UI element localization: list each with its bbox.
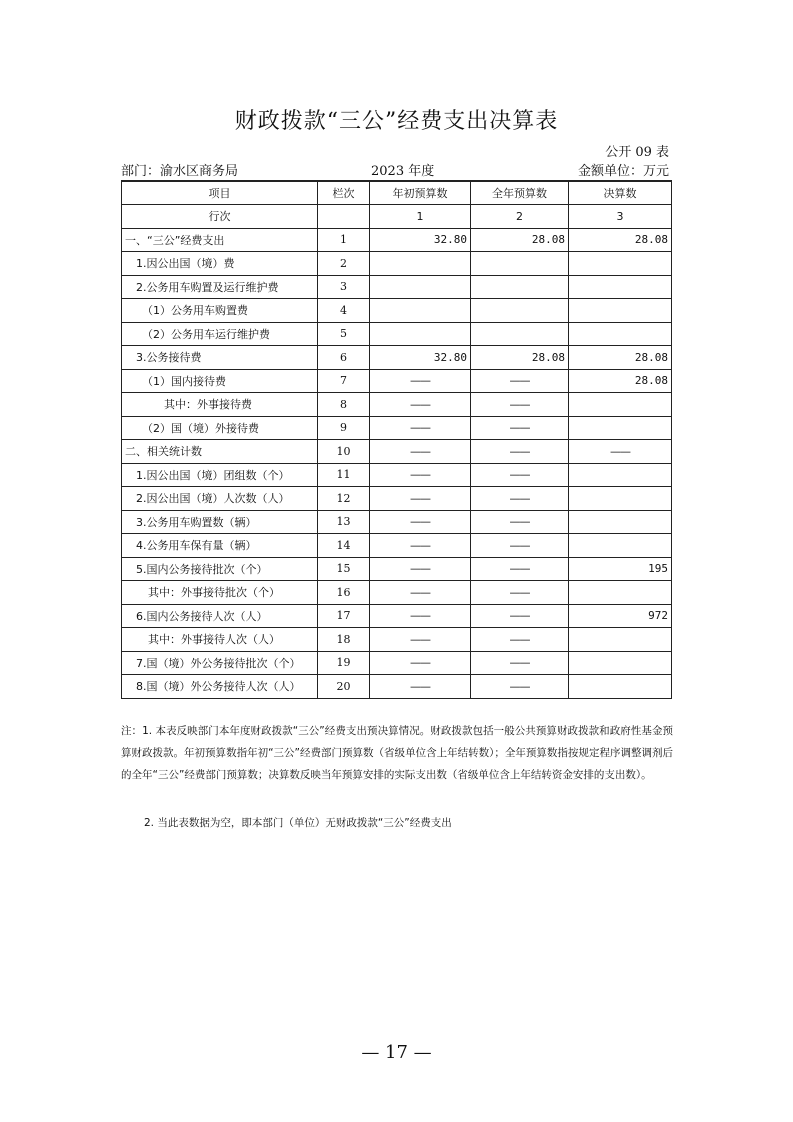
row-seq: 12 [318, 487, 370, 511]
row-initial-budget: —— [370, 581, 471, 605]
row-item-label: 5.国内公务接待批次（个） [122, 557, 318, 581]
row-final-account: 28.08 [569, 228, 672, 252]
row-seq: 19 [318, 651, 370, 675]
row-item-label: 2.因公出国（境）人次数（人） [122, 487, 318, 511]
row-item-label: 其中：外事接待批次（个） [122, 581, 318, 605]
row-initial-budget: —— [370, 440, 471, 464]
row-seq: 4 [318, 299, 370, 323]
row-initial-budget: 32.80 [370, 346, 471, 370]
row-annual-budget: —— [471, 487, 569, 511]
row-seq: 14 [318, 534, 370, 558]
form-number: 公开 09 表 [605, 145, 669, 160]
row-item-label: 2.公务用车购置及运行维护费 [122, 275, 318, 299]
row-final-account [569, 510, 672, 534]
row-final-account [569, 487, 672, 511]
row-item-label: 一、“三公”经费支出 [122, 228, 318, 252]
table-row [122, 557, 672, 581]
table-row [122, 228, 672, 252]
row-initial-budget [370, 252, 471, 276]
index-col-3: 3 [569, 205, 672, 229]
table-row [122, 393, 672, 417]
row-annual-budget [471, 299, 569, 323]
row-seq: 8 [318, 393, 370, 417]
row-seq: 18 [318, 628, 370, 652]
row-item-label: （2）公务用车运行维护费 [122, 322, 318, 346]
row-initial-budget: —— [370, 393, 471, 417]
row-seq: 9 [318, 416, 370, 440]
row-annual-budget: —— [471, 393, 569, 417]
row-annual-budget: —— [471, 463, 569, 487]
row-final-account [569, 322, 672, 346]
row-initial-budget: —— [370, 628, 471, 652]
row-final-account [569, 581, 672, 605]
row-annual-budget [471, 322, 569, 346]
table-row [122, 346, 672, 370]
row-final-account [569, 252, 672, 276]
row-final-account: 28.08 [569, 346, 672, 370]
row-initial-budget: —— [370, 651, 471, 675]
row-final-account: 28.08 [569, 369, 672, 393]
row-seq: 11 [318, 463, 370, 487]
table-row [122, 463, 672, 487]
row-item-label: 3.公务接待费 [122, 346, 318, 370]
table-row [122, 581, 672, 605]
header-row [122, 181, 672, 205]
row-final-account [569, 463, 672, 487]
table-row [122, 651, 672, 675]
row-annual-budget: —— [471, 440, 569, 464]
expense-table [121, 180, 672, 699]
row-item-label: （2）国（境）外接待费 [122, 416, 318, 440]
row-initial-budget: —— [370, 510, 471, 534]
row-seq: 10 [318, 440, 370, 464]
row-seq: 7 [318, 369, 370, 393]
row-annual-budget: —— [471, 416, 569, 440]
table-row [122, 299, 672, 323]
row-annual-budget: —— [471, 651, 569, 675]
row-initial-budget: —— [370, 369, 471, 393]
row-annual-budget: —— [471, 369, 569, 393]
row-seq: 15 [318, 557, 370, 581]
index-row [122, 205, 672, 229]
department-label: 部门：渝水区商务局 [121, 164, 239, 179]
header-final-account: 决算数 [569, 181, 672, 205]
table-row [122, 322, 672, 346]
row-seq: 5 [318, 322, 370, 346]
row-final-account: 972 [569, 604, 672, 628]
row-seq: 16 [318, 581, 370, 605]
row-final-account [569, 675, 672, 699]
row-final-account: —— [569, 440, 672, 464]
table-note-2: 2. 当此表数据为空，即本部门（单位）无财政拨款“三公”经费支出 [144, 817, 452, 829]
fiscal-year: 2023 年度 [371, 164, 435, 179]
index-col-1: 1 [370, 205, 471, 229]
row-final-account [569, 393, 672, 417]
row-annual-budget: —— [471, 534, 569, 558]
row-annual-budget: —— [471, 581, 569, 605]
row-item-label: （1）国内接待费 [122, 369, 318, 393]
row-final-account [569, 651, 672, 675]
row-item-label: 其中：外事接待人次（人） [122, 628, 318, 652]
row-seq: 6 [318, 346, 370, 370]
row-initial-budget: 32.80 [370, 228, 471, 252]
row-final-account [569, 416, 672, 440]
row-initial-budget [370, 322, 471, 346]
row-final-account [569, 628, 672, 652]
row-initial-budget [370, 299, 471, 323]
table-row [122, 675, 672, 699]
row-initial-budget: —— [370, 416, 471, 440]
row-item-label: （1）公务用车购置费 [122, 299, 318, 323]
page-number: — 17 — [361, 1042, 432, 1063]
index-col-2: 2 [471, 205, 569, 229]
row-annual-budget [471, 252, 569, 276]
row-final-account [569, 534, 672, 558]
row-item-label: 6.国内公务接待人次（人） [122, 604, 318, 628]
row-final-account [569, 299, 672, 323]
row-initial-budget: —— [370, 463, 471, 487]
row-annual-budget: —— [471, 604, 569, 628]
row-initial-budget: —— [370, 487, 471, 511]
row-item-label: 8.国（境）外公务接待人次（人） [122, 675, 318, 699]
header-initial-budget: 年初预算数 [370, 181, 471, 205]
row-initial-budget [370, 275, 471, 299]
table-row [122, 510, 672, 534]
row-seq: 2 [318, 252, 370, 276]
row-annual-budget: —— [471, 628, 569, 652]
table-row [122, 534, 672, 558]
row-item-label: 其中：外事接待费 [122, 393, 318, 417]
row-annual-budget: —— [471, 557, 569, 581]
table-row [122, 369, 672, 393]
row-item-label: 4.公务用车保有量（辆） [122, 534, 318, 558]
table-note-1: 注：1. 本表反映部门本年度财政拨款“三公”经费支出预决算情况。财政拨款包括一般公共预算财政拨款和政府性基金预算财政拨款。年初预算数指年初“三公”经费部门预算数（省级单位含上年结转数）；全年预算数指按规定程序调整调剂后的全年“三公”经费部门预算数；决算数反映当年预算安排的实际支出数（省级单位含上年结转资金安排的支出数）。 [121, 725, 673, 781]
table-row [122, 252, 672, 276]
row-initial-budget: —— [370, 557, 471, 581]
index-seq [318, 205, 370, 229]
row-item-label: 二、相关统计数 [122, 440, 318, 464]
row-item-label: 3.公务用车购置数（辆） [122, 510, 318, 534]
header-item: 项目 [122, 181, 318, 205]
row-annual-budget [471, 275, 569, 299]
row-seq: 3 [318, 275, 370, 299]
table-row [122, 416, 672, 440]
row-initial-budget: —— [370, 604, 471, 628]
row-final-account [569, 275, 672, 299]
table-row [122, 487, 672, 511]
table-row [122, 604, 672, 628]
row-initial-budget: —— [370, 675, 471, 699]
index-label: 行次 [122, 205, 318, 229]
row-annual-budget: —— [471, 675, 569, 699]
row-item-label: 7.国（境）外公务接待批次（个） [122, 651, 318, 675]
table-meta [121, 160, 669, 178]
table-row [122, 628, 672, 652]
row-seq: 20 [318, 675, 370, 699]
table-row [122, 440, 672, 464]
row-seq: 13 [318, 510, 370, 534]
amount-unit: 金额单位：万元 [577, 164, 669, 179]
row-seq: 17 [318, 604, 370, 628]
row-final-account: 195 [569, 557, 672, 581]
row-annual-budget: 28.08 [471, 346, 569, 370]
header-seq: 栏次 [318, 181, 370, 205]
row-item-label: 1.因公出国（境）费 [122, 252, 318, 276]
row-initial-budget: —— [370, 534, 471, 558]
row-annual-budget: 28.08 [471, 228, 569, 252]
table-row [122, 275, 672, 299]
header-annual-budget: 全年预算数 [471, 181, 569, 205]
row-annual-budget: —— [471, 510, 569, 534]
page-title: 财政拨款“三公”经费支出决算表 [234, 109, 559, 134]
row-item-label: 1.因公出国（境）团组数（个） [122, 463, 318, 487]
row-seq: 1 [318, 228, 370, 252]
